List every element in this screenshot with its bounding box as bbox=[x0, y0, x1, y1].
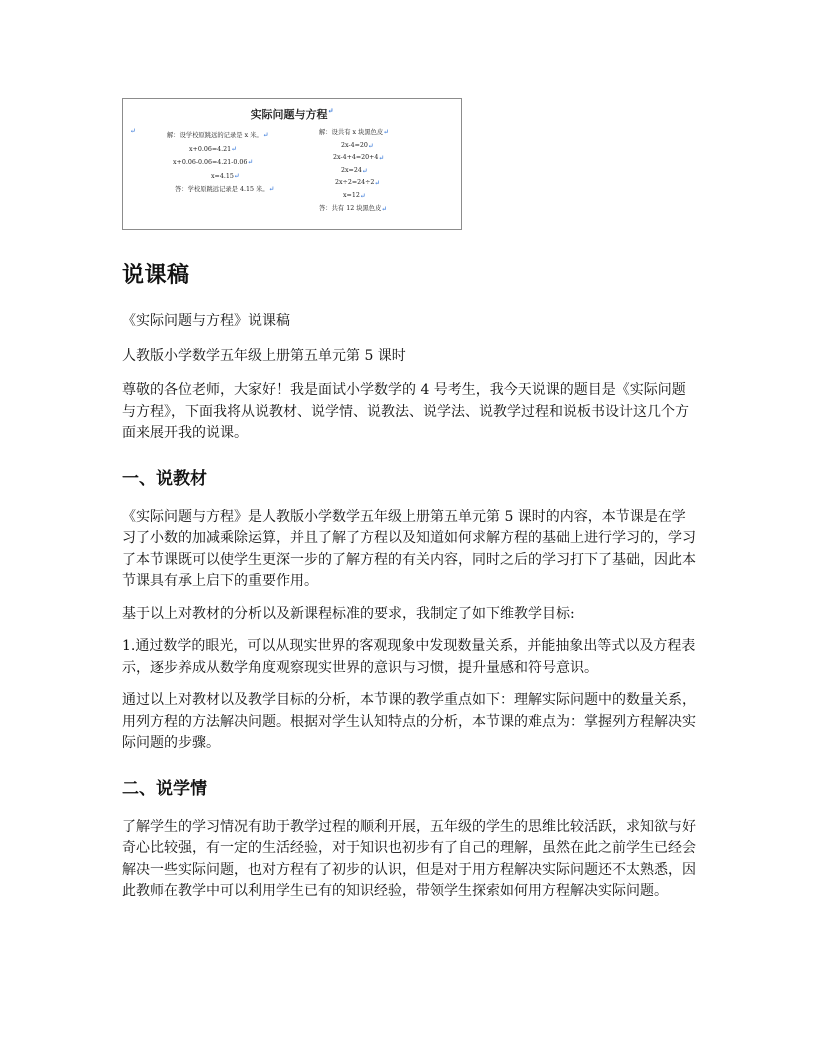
paragraph-mark-icon: ↵ bbox=[327, 106, 334, 115]
board-right-solution bbox=[319, 126, 449, 216]
section-title-textbook: 一、说教材 bbox=[122, 468, 207, 489]
board-line: 答：学校原跳远记录是 4.15 米。↵ bbox=[175, 185, 275, 193]
intro-paragraph: 尊敬的各位老师，大家好！我是面试小学数学的 4 号考生，我今天说课的题目是《实际问题与方程》，下面我将从说教材、说学情、说教法、说学法、说教学过程和说板书设计这几个方面来展开我的说课。 bbox=[122, 382, 689, 441]
board-line: 2x-4+4=20+4↵ bbox=[333, 154, 385, 162]
board-left-solution bbox=[167, 129, 317, 197]
document-heading: 说课稿 bbox=[122, 263, 190, 288]
paragraph-mark-icon: ↵ bbox=[130, 127, 136, 135]
board-line: x+0.06=4.21↵ bbox=[189, 144, 238, 153]
board-line: 2x-4=20↵ bbox=[341, 141, 374, 150]
blackboard-design-figure bbox=[122, 98, 462, 230]
document-body bbox=[122, 258, 698, 914]
board-line: 解：设共有 x 块黑色皮↵ bbox=[319, 128, 390, 136]
board-title-text: 实际问题与方程 bbox=[250, 108, 328, 121]
board-line: 2x÷2=24÷2↵ bbox=[335, 179, 381, 187]
textbook-paragraph: 《实际问题与方程》是人教版小学数学五年级上册第五单元第 5 课时的内容，本节课是在学习了小数的加减乘除运算，并且了解了方程以及知道如何求解方程的基础上进行学习的，学习了本节课既可以使学生更深一步的了解方程的有关内容，同时之后的学习打下了基础，因此本节课具有承上启下的重要作用。 bbox=[122, 508, 696, 589]
board-title bbox=[123, 106, 461, 122]
board-line: 2x=24↵ bbox=[341, 166, 368, 175]
students-paragraph: 了解学生的学习情况有助于教学过程的顺利开展，五年级的学生的思维比较活跃，求知欲与好奇心比较强，有一定的生活经验，对于知识也初步有了自己的理解，虽然在此之前学生已经会解决一些实际问题，也对方程有了初步的认识，但是对于用方程解决实际问题还不太熟悉，因此教师在教学中可以利用学生已有的知识经验，带领学生探索如何用方程解决实际问题。 bbox=[122, 818, 696, 899]
teaching-goal-item: 1.通过数学的眼光，可以从现实世界的客观现象中发现数量关系，并能抽象出等式以及方程表示，逐步养成从数学角度观察现实世界的意识与习惯，提升量感和符号意识。 bbox=[122, 638, 696, 676]
board-line: x=12↵ bbox=[343, 191, 366, 200]
document-subtitle: 《实际问题与方程》说课稿 bbox=[122, 313, 290, 329]
textbook-paragraph: 基于以上对教材的分析以及新课程标准的要求，我制定了如下维教学目标: bbox=[122, 605, 575, 622]
board-line: 答：共有 12 块黑色皮↵ bbox=[319, 205, 388, 213]
board-line: x+0.06-0.06=4.21-0.06↵ bbox=[173, 158, 254, 166]
board-line: x=4.15↵ bbox=[211, 171, 240, 180]
edition-line: 人教版小学数学五年级上册第五单元第 5 课时 bbox=[122, 347, 406, 364]
board-line: 解：设学校原跳远的记录是 x 米。↵ bbox=[167, 131, 269, 139]
section-title-students: 二、说学情 bbox=[122, 778, 207, 799]
key-points-paragraph: 通过以上对教材以及教学目标的分析，本节课的教学重点如下：理解实际问题中的数量关系，用列方程的方法解决问题。根据对学生认知特点的分析，本节课的难点为：掌握列方程解决实际问题的步骤。 bbox=[122, 692, 696, 751]
